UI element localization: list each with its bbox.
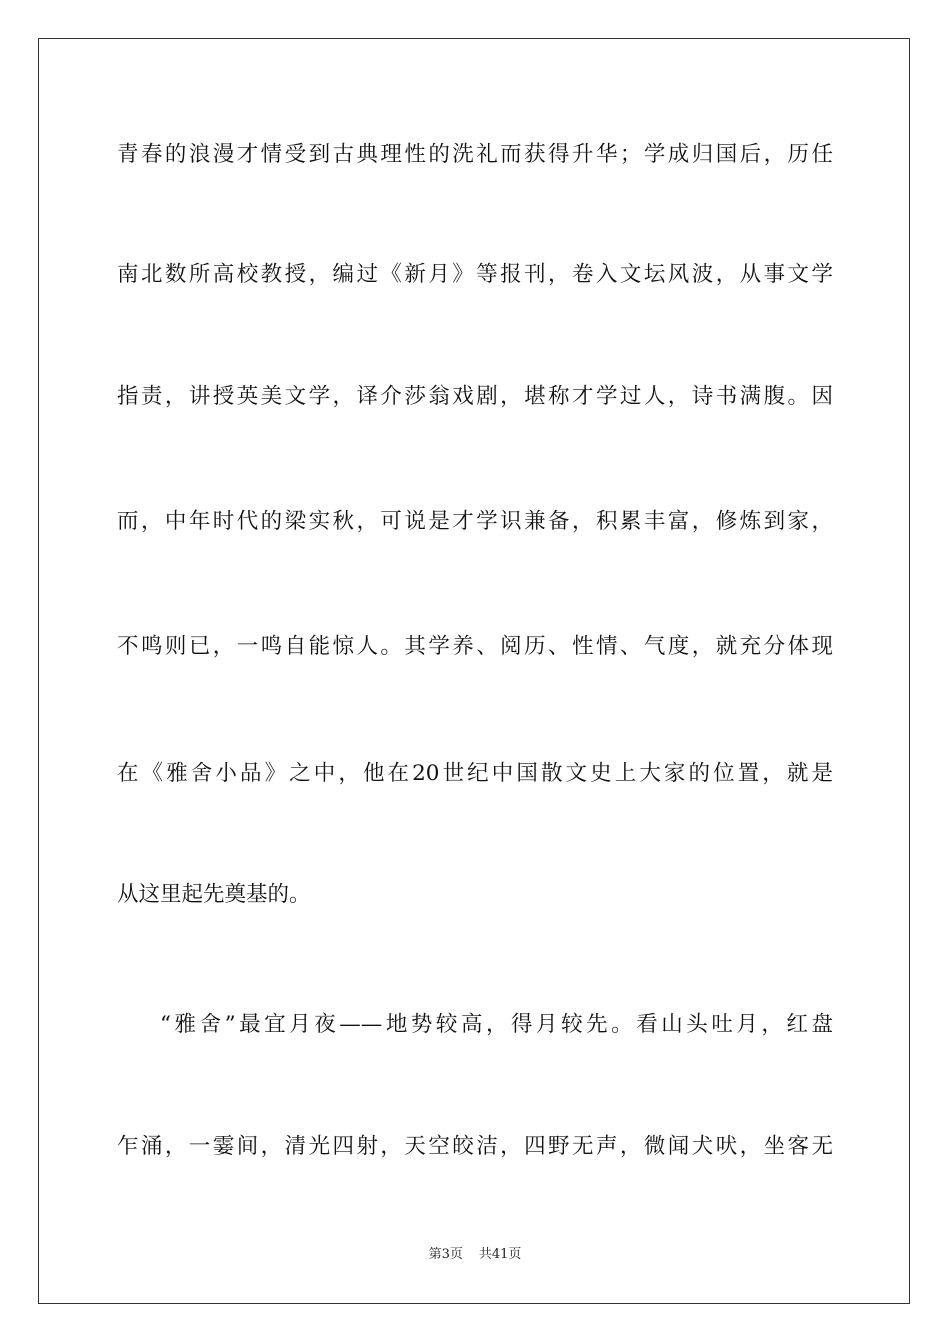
page-number: 第3页 <box>428 1247 463 1262</box>
text-line-2: 南北数所高校教授，编过《新月》等报刊，卷入文坛风波，从事文学 <box>117 262 833 287</box>
page-footer <box>0 1246 950 1264</box>
text-line-4: 而，中年时代的梁实秋，可说是才学识兼备，积累丰富，修炼到家， <box>117 509 833 534</box>
page-border <box>38 38 910 1304</box>
text-line-6: 在《雅舍小品》之中，他在20世纪中国散文史上大家的位置，就是 <box>117 761 833 786</box>
text-line-7: 从这里起先奠基的。 <box>117 882 311 907</box>
text-line-9: 乍涌，一霎间，清光四射，天空皎洁，四野无声，微闻犬吠，坐客无 <box>117 1134 833 1159</box>
text-line-1: 青春的浪漫才情受到古典理性的洗礼而获得升华；学成归国后，历任 <box>117 142 833 167</box>
text-line-3: 指责，讲授英美文学，译介莎翁戏剧，堪称才学过人，诗书满腹。因 <box>117 384 833 409</box>
text-line-8: “雅舍”最宜月夜——地势较高，得月较先。看山头吐月，红盘 <box>160 1012 833 1037</box>
page-total: 共41页 <box>478 1247 522 1262</box>
text-line-5: 不鸣则已，一鸣自能惊人。其学养、阅历、性情、气度，就充分体现 <box>117 634 833 659</box>
